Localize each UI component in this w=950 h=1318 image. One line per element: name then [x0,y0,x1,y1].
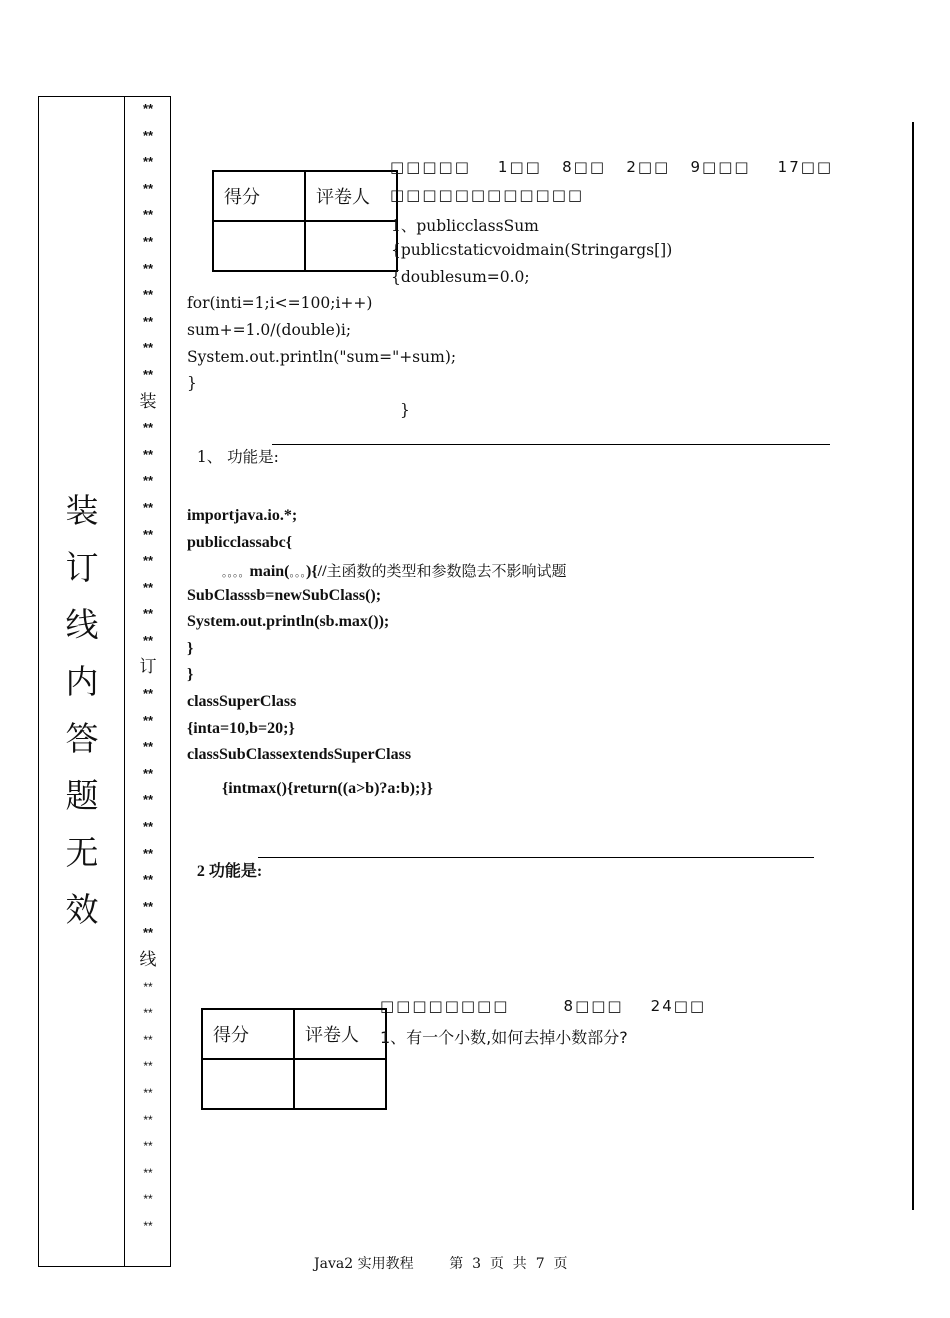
q1-code-line: System.out.println("sum="+sum); [187,348,457,366]
star-marker: ** [142,606,154,622]
q2-answer-label [187,840,262,881]
q2-code-line: System.out.println(sb.max()); [187,613,390,630]
footer-page-number: 第 3 页 共 7 页 [449,1256,568,1272]
star-marker: ** [142,207,154,223]
star-marker: ** [142,233,154,249]
grader-cell[interactable] [305,221,397,271]
q2-code-line: } [187,666,194,683]
q2-code-line: importjava.io.*; [187,507,298,524]
star-marker: ** [142,260,154,276]
score-table-2 [201,1008,387,1110]
score-label: 得分 [213,171,305,221]
star-marker: ** [142,526,154,542]
q2-code-line: {inta=10,b=20;} [187,720,295,737]
section2-header: □□□□□□□□ 8□□□ 24□□ [380,997,707,1015]
q2-main-close: ){// [306,563,327,580]
star-marker: ** [143,1085,153,1100]
score-cell[interactable] [213,221,305,271]
q1-answer-line[interactable] [272,444,830,445]
star-marker: ** [142,872,154,888]
star-marker: ** [142,579,154,595]
warning-char: 答 [65,719,99,758]
q2-code-line: } [187,640,194,657]
q1-code-line: {doublesum=0.0; [391,268,530,286]
q2-code-line: publicclassabc{ [187,534,292,551]
star-marker: ** [142,287,154,303]
q2-main-dots: 。。。 [289,566,306,579]
q2-code-line: classSubClassextendsSuperClass [187,746,412,763]
footer-book-title: Java2 实用教程 [314,1256,414,1272]
q1-answer-label [187,427,279,467]
star-marker: ** [143,1192,153,1207]
q2-answer-text: 2 功能是: [196,863,263,880]
star-marker: ** [142,473,154,489]
star-marker: ** [143,1139,153,1154]
q2-main-prefix: 。。。。 [222,566,250,579]
star-marker: ** [142,553,154,569]
star-marker: ** [143,1218,153,1233]
score-cell[interactable] [202,1059,294,1109]
star-marker: ** [142,792,154,808]
star-marker: ** [143,1006,153,1021]
warning-char: 内 [65,662,99,701]
star-marker: ** [142,313,154,329]
q2-main-comment: 主函数的类型和参数隐去不影响试题 [326,562,567,580]
warning-char: 线 [65,605,99,644]
star-marker: ** [142,499,154,515]
margin-char: 订 [139,657,157,678]
margin-char: 装 [139,391,157,412]
star-marker: ** [142,819,154,835]
q2-code-line: {intmax(){return((a>b)?a:b);}} [222,780,433,797]
q1-code-line: } [187,374,197,392]
section1-header-line1: □□□□□ 1□□ 8□□ 2□□ 9□□□ 17□□ [390,158,834,176]
star-marker: ** [142,366,154,382]
star-marker: ** [142,925,154,941]
star-marker: ** [143,1059,153,1074]
star-marker: ** [142,686,154,702]
page-footer [314,1253,568,1273]
star-marker: ** [142,101,154,116]
binding-margin-divider [124,96,125,1267]
warning-char: 效 [65,890,99,929]
star-marker: ** [142,420,154,436]
q1-code-line: for(inti=1;i<=100;i++) [187,294,373,312]
warning-char: 无 [65,833,99,872]
grader-label: 评卷人 [305,171,397,221]
q1-code-line: } [400,401,410,419]
section2-question: 1、有一个小数,如何去掉小数部分? [380,1028,628,1047]
star-marker: ** [142,446,154,462]
star-marker: ** [142,340,154,356]
q2-code-line: classSuperClass [187,693,297,710]
q2-main-line [222,560,567,581]
q1-code-line: {publicstaticvoidmain(Stringargs[]) [391,241,673,259]
star-marker: ** [142,632,154,648]
star-marker: ** [143,979,153,994]
star-marker: ** [142,845,154,861]
score-label: 得分 [202,1009,294,1059]
star-marker: ** [142,712,154,728]
star-marker: ** [142,739,154,755]
q2-main-keyword: main( [249,563,290,580]
warning-char: 题 [65,776,99,815]
q2-code-line: SubClasssb=newSubClass(); [187,587,382,604]
stars-column [126,96,170,1240]
score-table-1 [212,170,398,272]
grader-cell[interactable] [294,1059,386,1109]
warning-char: 订 [65,548,99,587]
star-marker: ** [142,180,154,196]
q1-answer-text: 1、 功能是: [196,448,279,466]
grader-label: 评卷人 [294,1009,386,1059]
star-marker: ** [142,898,154,914]
margin-char: 线 [139,950,157,970]
warning-char: 装 [65,491,99,530]
q1-code-line: sum+=1.0/(double)i; [187,321,352,339]
star-marker: ** [142,127,154,143]
star-marker: ** [143,1032,153,1047]
star-marker: ** [143,1165,153,1180]
section1-header-line2: □□□□□□□□□□□□ [390,186,585,204]
star-marker: ** [142,154,154,170]
star-marker: ** [142,765,154,781]
binding-line-warning [56,482,108,938]
q2-answer-line[interactable] [258,857,814,858]
q1-code-line: 1、publicclassSum [391,217,539,235]
right-border-rule [912,122,914,1210]
star-marker: ** [143,1112,153,1127]
